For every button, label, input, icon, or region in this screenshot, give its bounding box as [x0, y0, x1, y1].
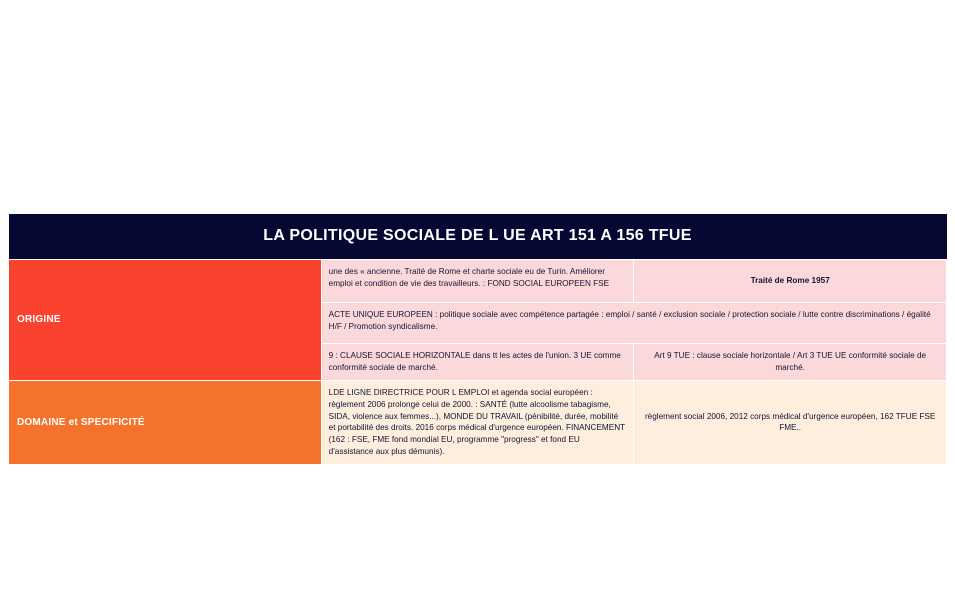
row-content-domaine: LDE LIGNE DIRECTRICE POUR L EMPLOI et agenda social européen : règlement 2006 prolonge celui de 2000. : SANTÉ (lutte alcoolisme tabagisme, SIDA, violence aux femmes...), MONDE DU TRAVAIL (pénibilité, durée, mobilité et portabilité des droits. 2016 corps médical d'urgence européen. FINANCEMENT (162 : FSE, FME fond mondial EU, programme "progress" et fond EU d'assistance aux plus démunis). — [321, 380, 634, 464]
row-label-domaine-specificite: DOMAINE et SPECIFICITÉ — [9, 380, 322, 464]
row-content-origine-3: 9 : CLAUSE SOCIALE HORIZONTALE dans tt les actes de l'union. 3 UE comme conformité sociale de marché. — [321, 344, 634, 381]
row-note-origine-1: Traité de Rome 1957 — [634, 260, 947, 303]
row-label-origine: ORIGINE — [9, 260, 322, 381]
row-note-domaine: règlement social 2006, 2012 corps médical d'urgence européen, 162 TFUE FSE FME.. — [634, 380, 947, 464]
page-title: LA POLITIQUE SOCIALE DE L UE ART 151 A 156 TFUE — [9, 214, 947, 260]
social-policy-table — [8, 214, 947, 465]
table-row — [9, 380, 947, 464]
row-content-origine-1: une des « ancienne. Traité de Rome et charte sociale eu de Turin. Améliorer emploi et condition de vie des travailleurs. : FOND SOCIAL EUROPEEN FSE — [321, 260, 634, 303]
social-policy-table-wrapper — [8, 214, 947, 465]
row-note-origine-3: Art 9 TUE : clause sociale horizontale / Art 3 TUE UE conformité sociale de marché. — [634, 344, 947, 381]
table-row — [9, 260, 947, 303]
row-content-origine-2: ACTE UNIQUE EUROPEEN : politique sociale avec compétence partagée : emploi / santé / exclusion sociale / protection sociale / lutte contre discriminations / égalité H/F / Promotion syndicalisme. — [321, 303, 946, 344]
table-title-row — [9, 214, 947, 260]
